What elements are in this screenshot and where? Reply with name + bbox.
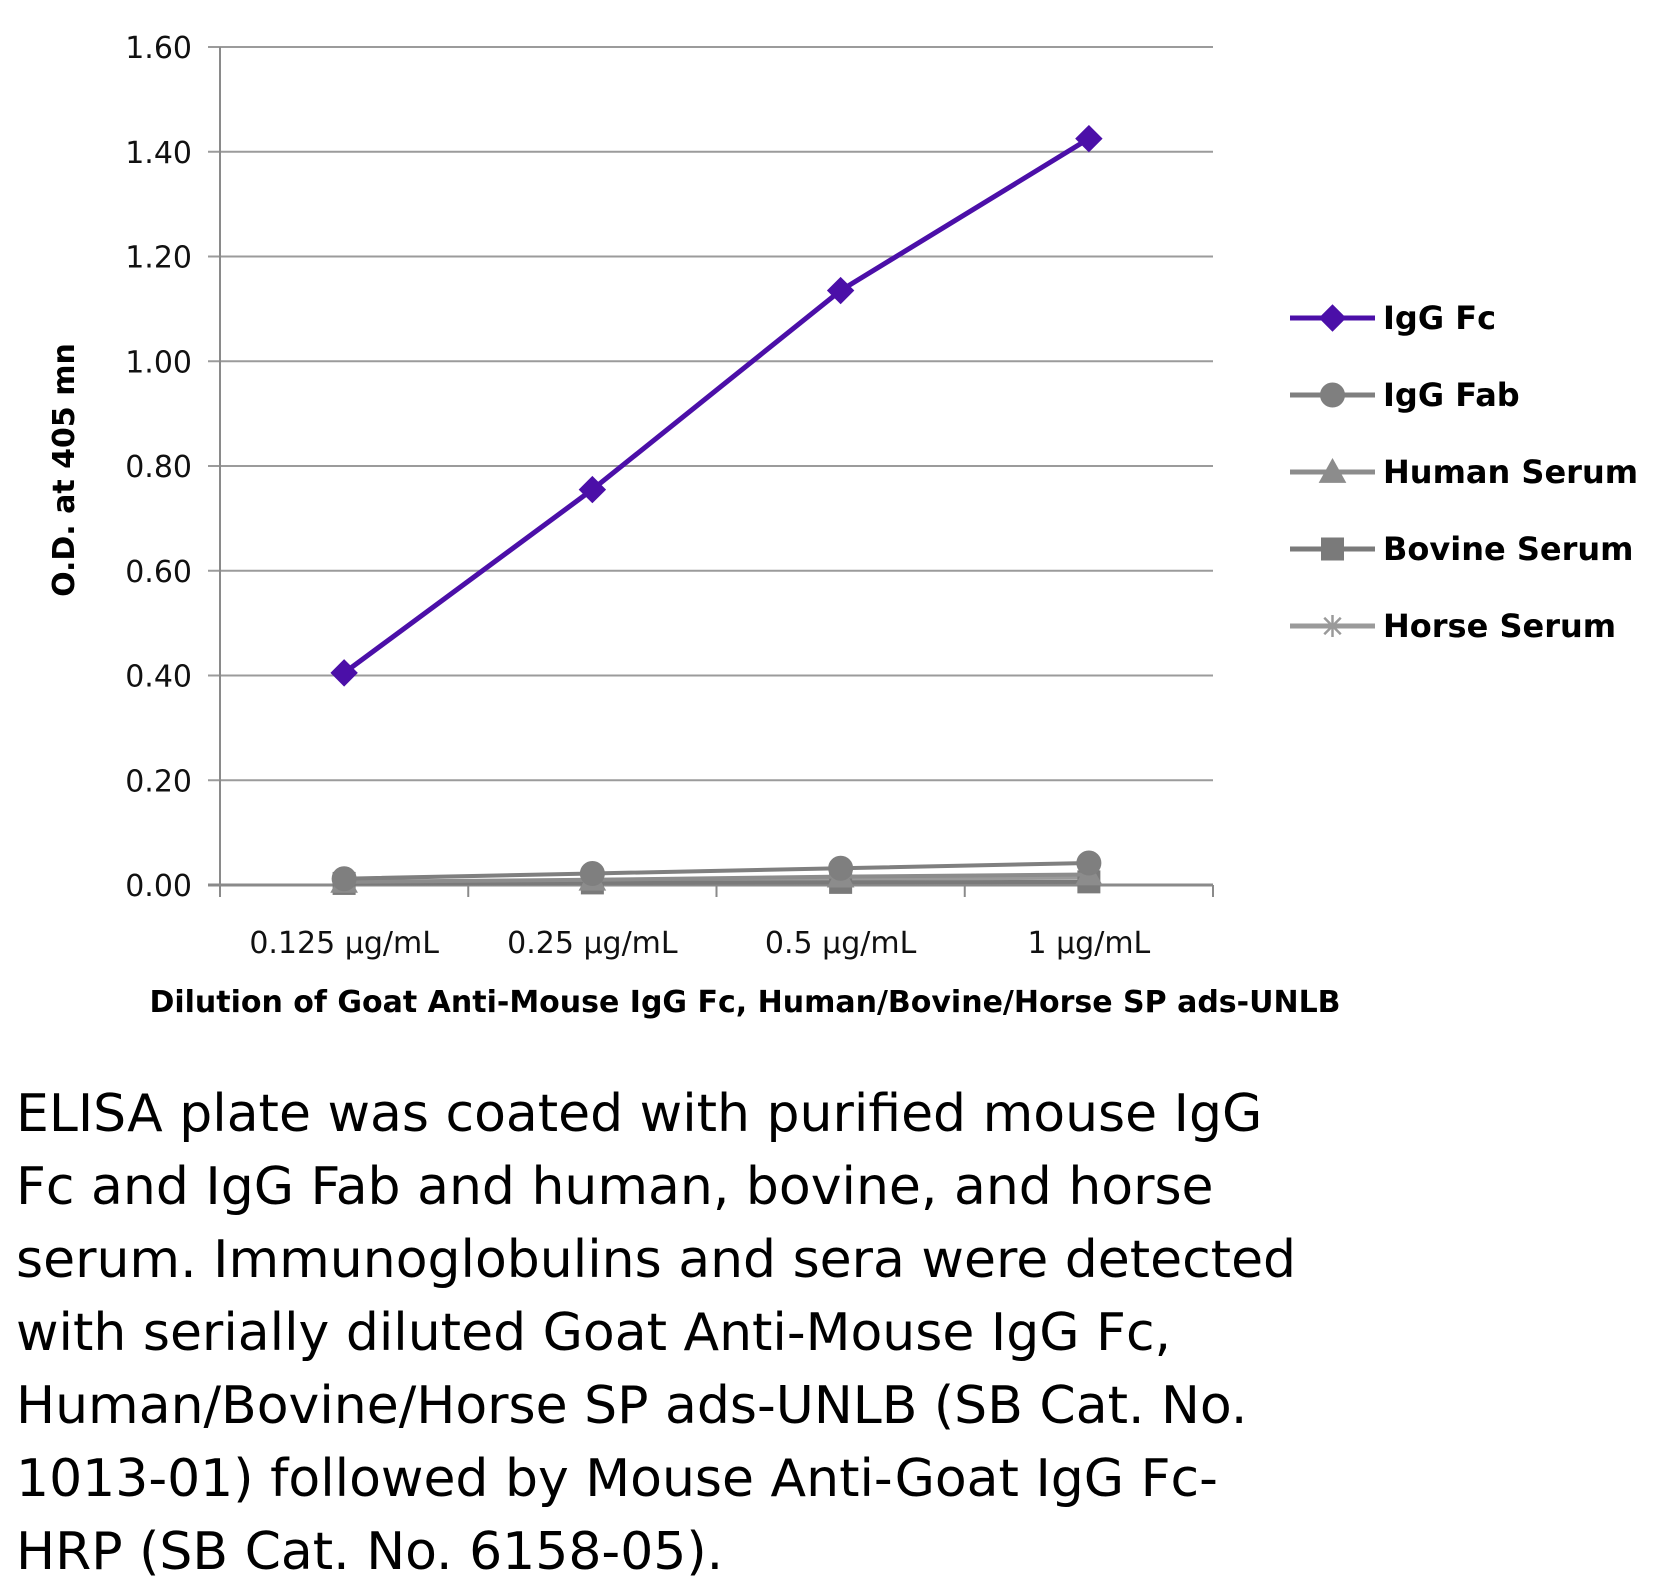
y-tick-label: 0.40 bbox=[125, 659, 192, 695]
legend-label: IgG Fc bbox=[1383, 299, 1497, 337]
y-axis-title: O.D. at 405 mn bbox=[47, 343, 82, 597]
x-tick-label: 1 µg/mL bbox=[1027, 926, 1151, 961]
legend-marker bbox=[1321, 383, 1345, 407]
data-point bbox=[1076, 126, 1102, 152]
grid-lines bbox=[208, 47, 1213, 885]
series-igg-fc bbox=[331, 126, 1102, 686]
legend-label: Horse Serum bbox=[1383, 607, 1617, 645]
legend-marker bbox=[1322, 615, 1344, 637]
axes bbox=[220, 47, 1213, 897]
legend-item bbox=[1290, 607, 1616, 645]
y-tick-label: 0.80 bbox=[125, 450, 192, 485]
y-tick-label: 1.40 bbox=[125, 135, 192, 171]
legend-marker bbox=[1320, 305, 1346, 331]
x-tick-label: 0.5 µg/mL bbox=[764, 926, 917, 961]
legend-label: IgG Fab bbox=[1383, 376, 1520, 414]
legend bbox=[1290, 299, 1638, 645]
data-point bbox=[332, 867, 356, 891]
legend-item bbox=[1290, 453, 1638, 491]
series-line bbox=[344, 139, 1089, 673]
figure-caption: ELISA plate was coated with purified mouse IgG Fc and IgG Fab and human, bovine, and horse serum. Immunoglobulins and sera were detected with serially diluted Goat Anti-Mouse IgG Fc, Human/Bovine/Horse SP ads-UNLB (SB Cat. No. 1013-01) followed by Mouse Anti-Goat IgG Fc- HRP (SB Cat. No. 6158-05). bbox=[16, 1084, 1297, 1582]
y-tick-label: 1.00 bbox=[125, 345, 192, 381]
legend-label: Human Serum bbox=[1383, 453, 1639, 491]
data-point bbox=[829, 856, 853, 880]
y-tick-labels bbox=[125, 31, 192, 904]
data-point bbox=[580, 861, 604, 885]
legend-marker bbox=[1322, 538, 1344, 560]
y-tick-label: 1.60 bbox=[125, 31, 192, 66]
x-axis-title: Dilution of Goat Anti-Mouse IgG Fc, Human/Bovine/Horse SP ads-UNLB bbox=[149, 985, 1341, 1020]
x-tick-labels bbox=[249, 926, 1150, 961]
y-tick-label: 0.20 bbox=[125, 764, 192, 800]
legend-item bbox=[1290, 530, 1633, 568]
legend-label: Bovine Serum bbox=[1383, 530, 1634, 568]
y-tick-label: 0.60 bbox=[125, 554, 192, 590]
series-lines bbox=[331, 126, 1102, 895]
x-tick-label: 0.125 µg/mL bbox=[249, 926, 439, 961]
x-tick-label: 0.25 µg/mL bbox=[507, 926, 678, 961]
y-tick-label: 1.20 bbox=[125, 240, 192, 276]
legend-item bbox=[1290, 299, 1496, 337]
data-point bbox=[1077, 851, 1101, 875]
legend-item bbox=[1290, 376, 1520, 414]
y-tick-label: 0.00 bbox=[125, 869, 192, 904]
